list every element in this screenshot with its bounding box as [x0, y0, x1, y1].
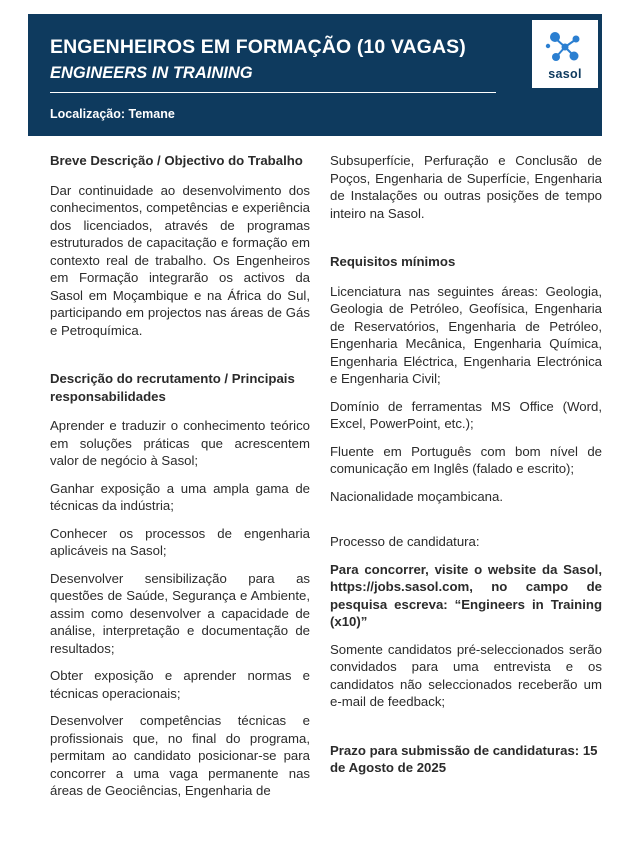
responsibility-item: Desenvolver competências técnicas e profissionais que, no final do programa, permitam ao candidato posicionar-se para concorrer a uma vaga permanente nas áreas de Geociências, Engenharia de — [50, 713, 310, 798]
process-heading: Processo de candidatura: — [330, 534, 480, 549]
responsibilities-heading: Descrição do recrutamento / Principais responsabilidades — [50, 371, 295, 404]
requirements-heading: Requisitos mínimos — [330, 254, 456, 269]
process-instructions: Para concorrer, visite o website da Sasol, https://jobs.sasol.com, no campo de pesquisa escreva: “Engineers in Training (x10)” — [330, 561, 602, 629]
deadline: Prazo para submissão de candidaturas: 15 de Agosto de 2025 — [330, 742, 598, 775]
spacer — [330, 724, 602, 742]
spacer — [330, 235, 602, 253]
responsibility-item: Aprender e traduzir o conhecimento teórico em soluções práticas que acrescentem valor de negócio à Sasol; — [50, 418, 310, 468]
job-header — [28, 14, 602, 136]
brief-text: Dar continuidade ao desenvolvimento dos conhecimentos, competências e experiência dos licenciados, através de programas estruturados de capacitação e formação em contexto real de trabalho. Os Engenheiros em Formação integrarão os activos da Sasol em Moçambique e na África do Sul, participando em projectos nas áreas de Gás e Petroquímica. — [50, 182, 310, 338]
left-column — [50, 152, 310, 810]
header-divider — [50, 92, 496, 93]
requirement-item: Domínio de ferramentas MS Office (Word, Excel, PowerPoint, etc.); — [330, 398, 602, 431]
spacer — [330, 515, 602, 533]
right-column — [330, 152, 602, 789]
spacer — [50, 352, 310, 370]
responsibility-continuation: Subsuperfície, Perfuração e Conclusão de Poços, Engenharia de Superfície, Engenharia de Instalações ou outras posições de tempo inteiro na Sasol. — [330, 153, 602, 221]
process-note: Somente candidatos pré-seleccionados serão convidados para uma entrevista e os candidatos não seleccionados receberão um e-mail de feedback; — [330, 641, 602, 709]
job-subtitle: ENGINEERS IN TRAINING — [50, 64, 253, 82]
sasol-logo — [532, 20, 598, 88]
responsibility-item: Obter exposição e aprender normas e técnicas operacionais; — [50, 668, 310, 701]
logo-wordmark: sasol — [548, 67, 582, 81]
brief-heading: Breve Descrição / Objectivo do Trabalho — [50, 153, 303, 168]
responsibility-item: Desenvolver sensibilização para as questões de Saúde, Segurança e Ambiente, assim como desenvolver a capacidade de análise, interpretação e documentação de resultados; — [50, 570, 310, 656]
requirement-item: Fluente em Português com bom nível de comunicação em Inglês (falado e escrito); — [330, 443, 602, 476]
responsibility-item: Conhecer os processos de engenharia aplicáveis na Sasol; — [50, 525, 310, 558]
requirement-item: Licenciatura nas seguintes áreas: Geologia, Geologia de Petróleo, Geofísica, Engenharia de Reservatórios, Engenharia de Petróleo, Engenharia Mecânica, Engenharia Química, Engenharia Eléctrica, Engenharia Electrónica e Engenharia Civil; — [330, 283, 602, 386]
responsibility-item: Ganhar exposição a uma ampla gama de técnicas da indústria; — [50, 480, 310, 513]
job-title: ENGENHEIROS EM FORMAÇÃO (10 VAGAS) — [50, 36, 466, 58]
sasol-molecule-icon — [543, 28, 587, 66]
requirement-item: Nacionalidade moçambicana. — [330, 488, 504, 504]
job-location: Localização: Temane — [50, 107, 175, 121]
